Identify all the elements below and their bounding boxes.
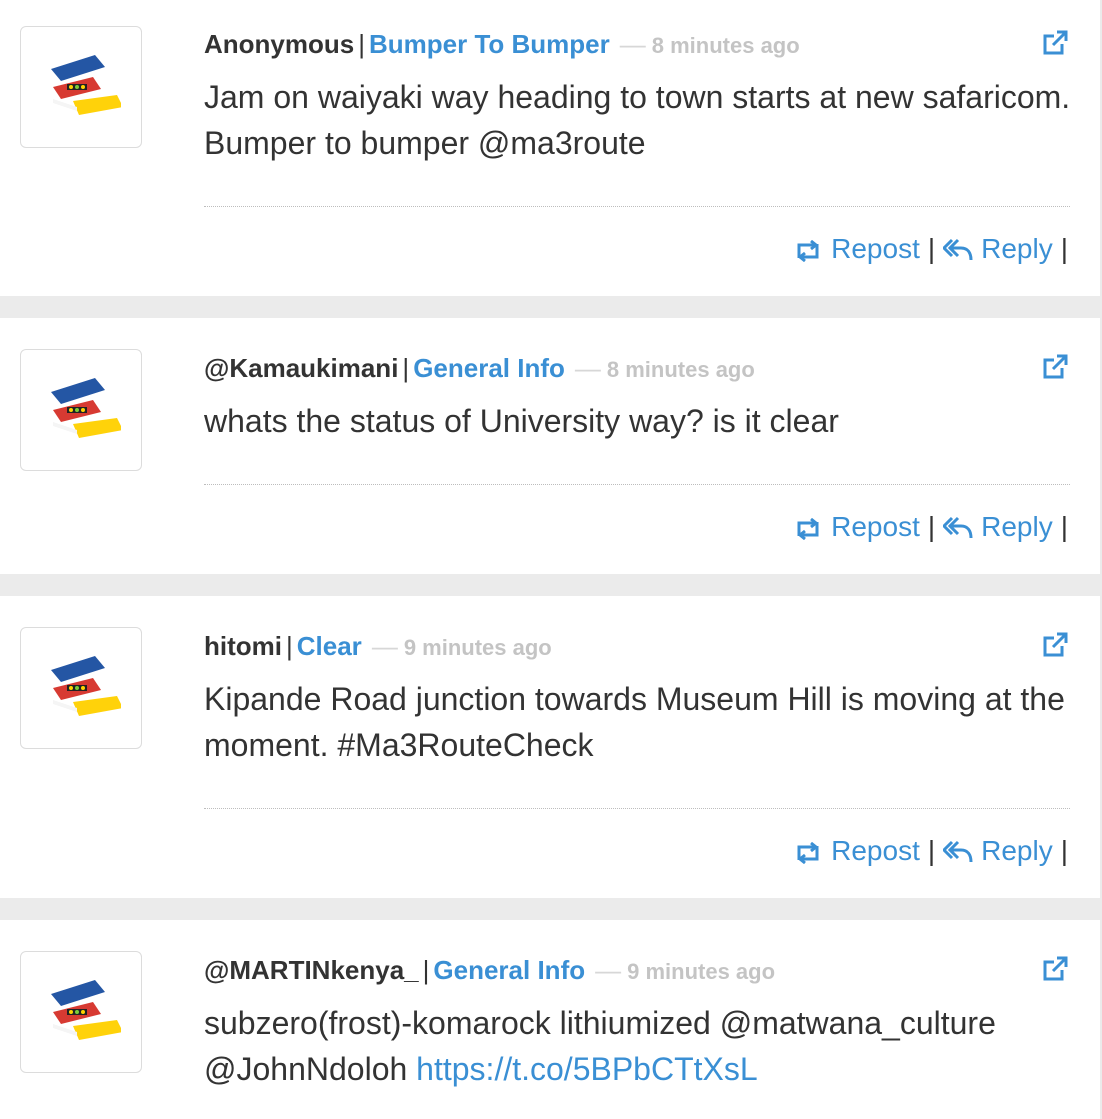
post-category-link[interactable]: General Info [433, 955, 586, 985]
ma3route-logo-icon [43, 974, 121, 1052]
post-text: Jam on waiyaki way heading to town starts at new safaricom. Bumper to bumper @ma3route [204, 79, 1071, 161]
ma3route-logo-icon [43, 372, 121, 450]
post-username[interactable]: @Kamaukimani [204, 353, 399, 383]
avatar[interactable] [20, 26, 142, 148]
post-link[interactable]: https://t.co/5BPbCTtXsL [416, 1051, 758, 1087]
post-card [0, 318, 1100, 574]
reply-label: Reply [981, 233, 1053, 264]
post-time: 9 minutes ago [403, 635, 552, 660]
separator: | [927, 233, 936, 264]
post-category-link[interactable]: Clear [296, 631, 362, 661]
post-time: 8 minutes ago [651, 33, 800, 58]
reply-button[interactable] [943, 835, 1053, 866]
dash: — [574, 353, 601, 383]
post-time: 9 minutes ago [627, 959, 776, 984]
dash: — [371, 631, 398, 661]
divider [204, 808, 1070, 809]
separator: | [1060, 233, 1068, 264]
post-text: whats the status of University way? is it clear [204, 403, 839, 439]
reply-icon [943, 238, 973, 262]
reply-label: Reply [981, 835, 1053, 866]
post-card [0, 920, 1100, 1119]
post-username[interactable]: hitomi [204, 631, 282, 661]
repost-label: Repost [831, 233, 920, 264]
post-meta [204, 28, 800, 62]
avatar[interactable] [20, 951, 142, 1073]
ma3route-logo-icon [43, 49, 121, 127]
external-link-icon[interactable] [1040, 352, 1070, 382]
post-username[interactable]: Anonymous [204, 29, 355, 59]
divider [204, 206, 1070, 207]
separator: | [1060, 835, 1068, 866]
repost-icon [793, 518, 823, 540]
separator: | [422, 955, 430, 985]
reply-button[interactable] [943, 511, 1053, 542]
post-time: 8 minutes ago [606, 357, 755, 382]
reply-button[interactable] [943, 233, 1053, 264]
reply-icon [943, 840, 973, 864]
repost-label: Repost [831, 835, 920, 866]
post-card [0, 0, 1100, 296]
repost-button[interactable] [793, 233, 920, 264]
external-link-icon[interactable] [1040, 954, 1070, 984]
dash: — [619, 29, 646, 59]
repost-button[interactable] [793, 511, 920, 542]
dash: — [595, 955, 622, 985]
reply-label: Reply [981, 511, 1053, 542]
external-link-icon[interactable] [1040, 28, 1070, 58]
separator: | [402, 353, 410, 383]
separator: | [1060, 511, 1068, 542]
external-link-icon[interactable] [1040, 630, 1070, 660]
avatar[interactable] [20, 627, 142, 749]
post-category-link[interactable]: Bumper To Bumper [369, 29, 610, 59]
post-text [204, 1000, 1084, 1092]
post-meta [204, 954, 775, 988]
separator: | [286, 631, 293, 661]
separator: | [927, 511, 936, 542]
divider [204, 484, 1070, 485]
post-actions [793, 510, 1068, 544]
post-category-link[interactable]: General Info [413, 353, 565, 383]
post-card [0, 596, 1100, 898]
post-meta [204, 630, 552, 664]
repost-label: Repost [831, 511, 920, 542]
post-text: Kipande Road junction towards Museum Hill is moving at the moment. #Ma3RouteCheck [204, 681, 1065, 763]
post-actions [793, 232, 1068, 266]
repost-button[interactable] [793, 835, 920, 866]
avatar[interactable] [20, 349, 142, 471]
repost-icon [793, 842, 823, 864]
post-username[interactable]: @MARTINkenya_ [204, 955, 419, 985]
ma3route-logo-icon [43, 650, 121, 728]
reply-icon [943, 516, 973, 540]
post-meta [204, 352, 755, 386]
separator: | [358, 29, 365, 59]
post-actions [793, 834, 1068, 868]
separator: | [927, 835, 936, 866]
repost-icon [793, 240, 823, 262]
post-text-body: subzero(frost)-komarock lithiumized @matwana_culture @JohnNdoloh [204, 1005, 996, 1087]
